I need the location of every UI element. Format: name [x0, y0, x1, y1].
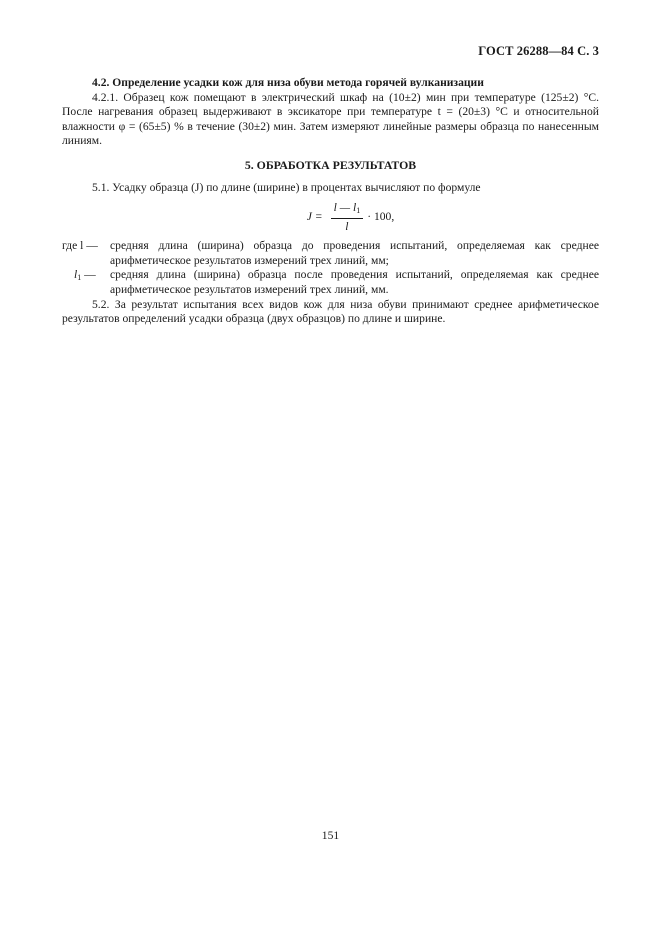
paragraph-4-2-1: 4.2.1. Образец кож помещают в электрический шкаф на (10±2) мин при температуре (125±2) °С. После нагревания образец выдерживают в эксикаторе при температуре t = (20±3) °С и относительной влажности φ = (65±5) % в течение (30±2) мин. Затем измеряют линейные размеры образца по нанесенным линиям. — [62, 90, 599, 148]
definition-term-dash: — — [81, 268, 96, 282]
definition-term-subscript: 1 — [77, 273, 82, 283]
section-4-2-title: 4.2. Определение усадки кож для низа обуви метода горячей вулканизации — [92, 76, 484, 89]
definition-term — [62, 268, 110, 286]
definition-row — [62, 239, 599, 268]
paragraph-5-1: 5.1. Усадку образца (J) по длине (ширине) в процентах вычисляют по формуле — [92, 180, 481, 194]
section-5-title: 5. ОБРАБОТКА РЕЗУЛЬТАТОВ — [244, 157, 417, 172]
formula-numerator-subscript: 1 — [356, 206, 361, 216]
definition-text: средняя длина (ширина) образца после проведения испытаний, определяемая как среднее арифметическое результатов измерений трех линий, мм. — [110, 268, 599, 296]
definition-term-main: l — [74, 268, 78, 282]
page-number: 151 — [321, 829, 340, 842]
formula-numerator — [331, 201, 364, 219]
page-header-standard: ГОСТ 26288—84 С. 3 — [478, 44, 599, 58]
formula-denominator: l — [345, 220, 349, 234]
page-content — [62, 76, 599, 327]
definition-row — [62, 268, 599, 297]
formula-rhs: · 100, — [367, 209, 395, 223]
formula-lhs: J = — [306, 209, 323, 223]
shrinkage-formula — [102, 201, 599, 233]
definition-text: средняя длина (ширина) образца до проведения испытаний, определяемая как среднее арифметическое результатов измерений трех линий, мм; — [110, 239, 599, 267]
formula-numerator-main: l — l — [333, 201, 357, 215]
paragraph-5-2: 5.2. За результат испытания всех видов кож для низа обуви принимают среднее арифметическое результатов определений усадки образца (двух образцов) по длине и ширине. — [62, 297, 599, 326]
definition-term: где l — — [62, 239, 98, 253]
formula-definitions — [62, 239, 599, 297]
formula-fraction — [331, 201, 364, 233]
